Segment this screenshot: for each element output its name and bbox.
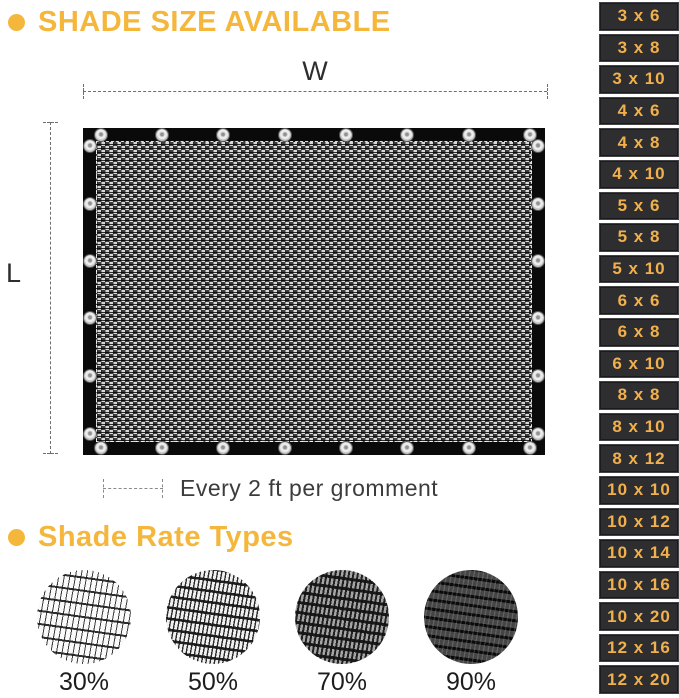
grommet-icon	[462, 128, 476, 142]
grommet-icon	[94, 128, 108, 142]
size-option-10x10: 10 x 10	[599, 476, 679, 505]
shade-rate-heading-label: Shade Rate Types	[38, 521, 294, 553]
grommet-icon	[531, 254, 545, 268]
length-dimension-tick-bottom	[43, 453, 58, 454]
shade-rate-swatch-30	[37, 570, 131, 664]
grommet-icon	[83, 311, 97, 325]
length-dimension-label: L	[6, 258, 22, 288]
size-option-8x12: 8 x 12	[599, 444, 679, 473]
grommet-icon	[83, 369, 97, 383]
grommet-icon	[216, 128, 230, 142]
grommet-icon	[339, 441, 353, 455]
grommet-icon	[83, 254, 97, 268]
width-dimension-label: W	[302, 56, 328, 86]
shade-size-heading	[8, 6, 391, 39]
grommet-icon	[83, 427, 97, 441]
size-options-list	[599, 2, 679, 694]
bullet-icon	[8, 529, 25, 546]
size-option-12x16: 12 x 16	[599, 634, 679, 663]
shade-size-heading-label: SHADE SIZE AVAILABLE	[38, 6, 391, 38]
grommet-spacing-line	[103, 488, 163, 489]
shade-cloth-diagram	[83, 128, 545, 455]
shade-rate-label: 70%	[316, 668, 368, 696]
size-option-6x6: 6 x 6	[599, 286, 679, 315]
size-option-8x8: 8 x 8	[599, 381, 679, 410]
grommet-icon	[216, 441, 230, 455]
size-option-5x8: 5 x 8	[599, 223, 679, 252]
grommet-icon	[278, 441, 292, 455]
grommet-icon	[531, 427, 545, 441]
length-dimension-tick-top	[43, 122, 58, 123]
size-option-3x8: 3 x 8	[599, 34, 679, 63]
grommet-icon	[462, 441, 476, 455]
shade-rate-swatch-70	[295, 570, 389, 664]
shade-rate-label: 50%	[187, 668, 239, 696]
size-option-4x6: 4 x 6	[599, 97, 679, 126]
bullet-icon	[8, 14, 25, 31]
size-option-6x8: 6 x 8	[599, 318, 679, 347]
grommet-icon	[531, 369, 545, 383]
shade-rate-label: 90%	[445, 668, 497, 696]
width-dimension-tick-left	[83, 84, 84, 99]
size-option-10x16: 10 x 16	[599, 571, 679, 600]
size-option-4x8: 4 x 8	[599, 128, 679, 157]
grommet-icon	[531, 197, 545, 211]
size-option-10x12: 10 x 12	[599, 508, 679, 537]
shade-rate-swatch-50	[166, 570, 260, 664]
size-option-3x6: 3 x 6	[599, 2, 679, 31]
grommet-icon	[278, 128, 292, 142]
size-option-10x20: 10 x 20	[599, 602, 679, 631]
size-option-12x20: 12 x 20	[599, 665, 679, 694]
grommet-icon	[531, 311, 545, 325]
shade-rate-swatch-90	[424, 570, 518, 664]
length-dimension-line	[50, 122, 51, 454]
grommet-icon	[523, 441, 537, 455]
grommet-icon	[83, 139, 97, 153]
size-option-10x14: 10 x 14	[599, 539, 679, 568]
size-option-5x6: 5 x 6	[599, 192, 679, 221]
grommet-icon	[83, 197, 97, 211]
grommet-icon	[400, 128, 414, 142]
grommet-icon	[155, 441, 169, 455]
width-dimension-line	[83, 91, 547, 92]
shade-mesh-texture	[96, 141, 532, 442]
shade-rate-heading	[8, 521, 294, 554]
width-dimension-tick-right	[547, 84, 548, 99]
grommet-icon	[155, 128, 169, 142]
grommet-icon	[94, 441, 108, 455]
size-option-8x10: 8 x 10	[599, 413, 679, 442]
size-option-5x10: 5 x 10	[599, 255, 679, 284]
grommet-icon	[339, 128, 353, 142]
size-option-3x10: 3 x 10	[599, 65, 679, 94]
grommet-icon	[531, 139, 545, 153]
size-option-6x10: 6 x 10	[599, 350, 679, 379]
shade-rate-label: 30%	[58, 668, 110, 696]
size-option-4x10: 4 x 10	[599, 160, 679, 189]
grommet-icon	[400, 441, 414, 455]
grommet-spacing-note: Every 2 ft per gromment	[180, 475, 439, 501]
